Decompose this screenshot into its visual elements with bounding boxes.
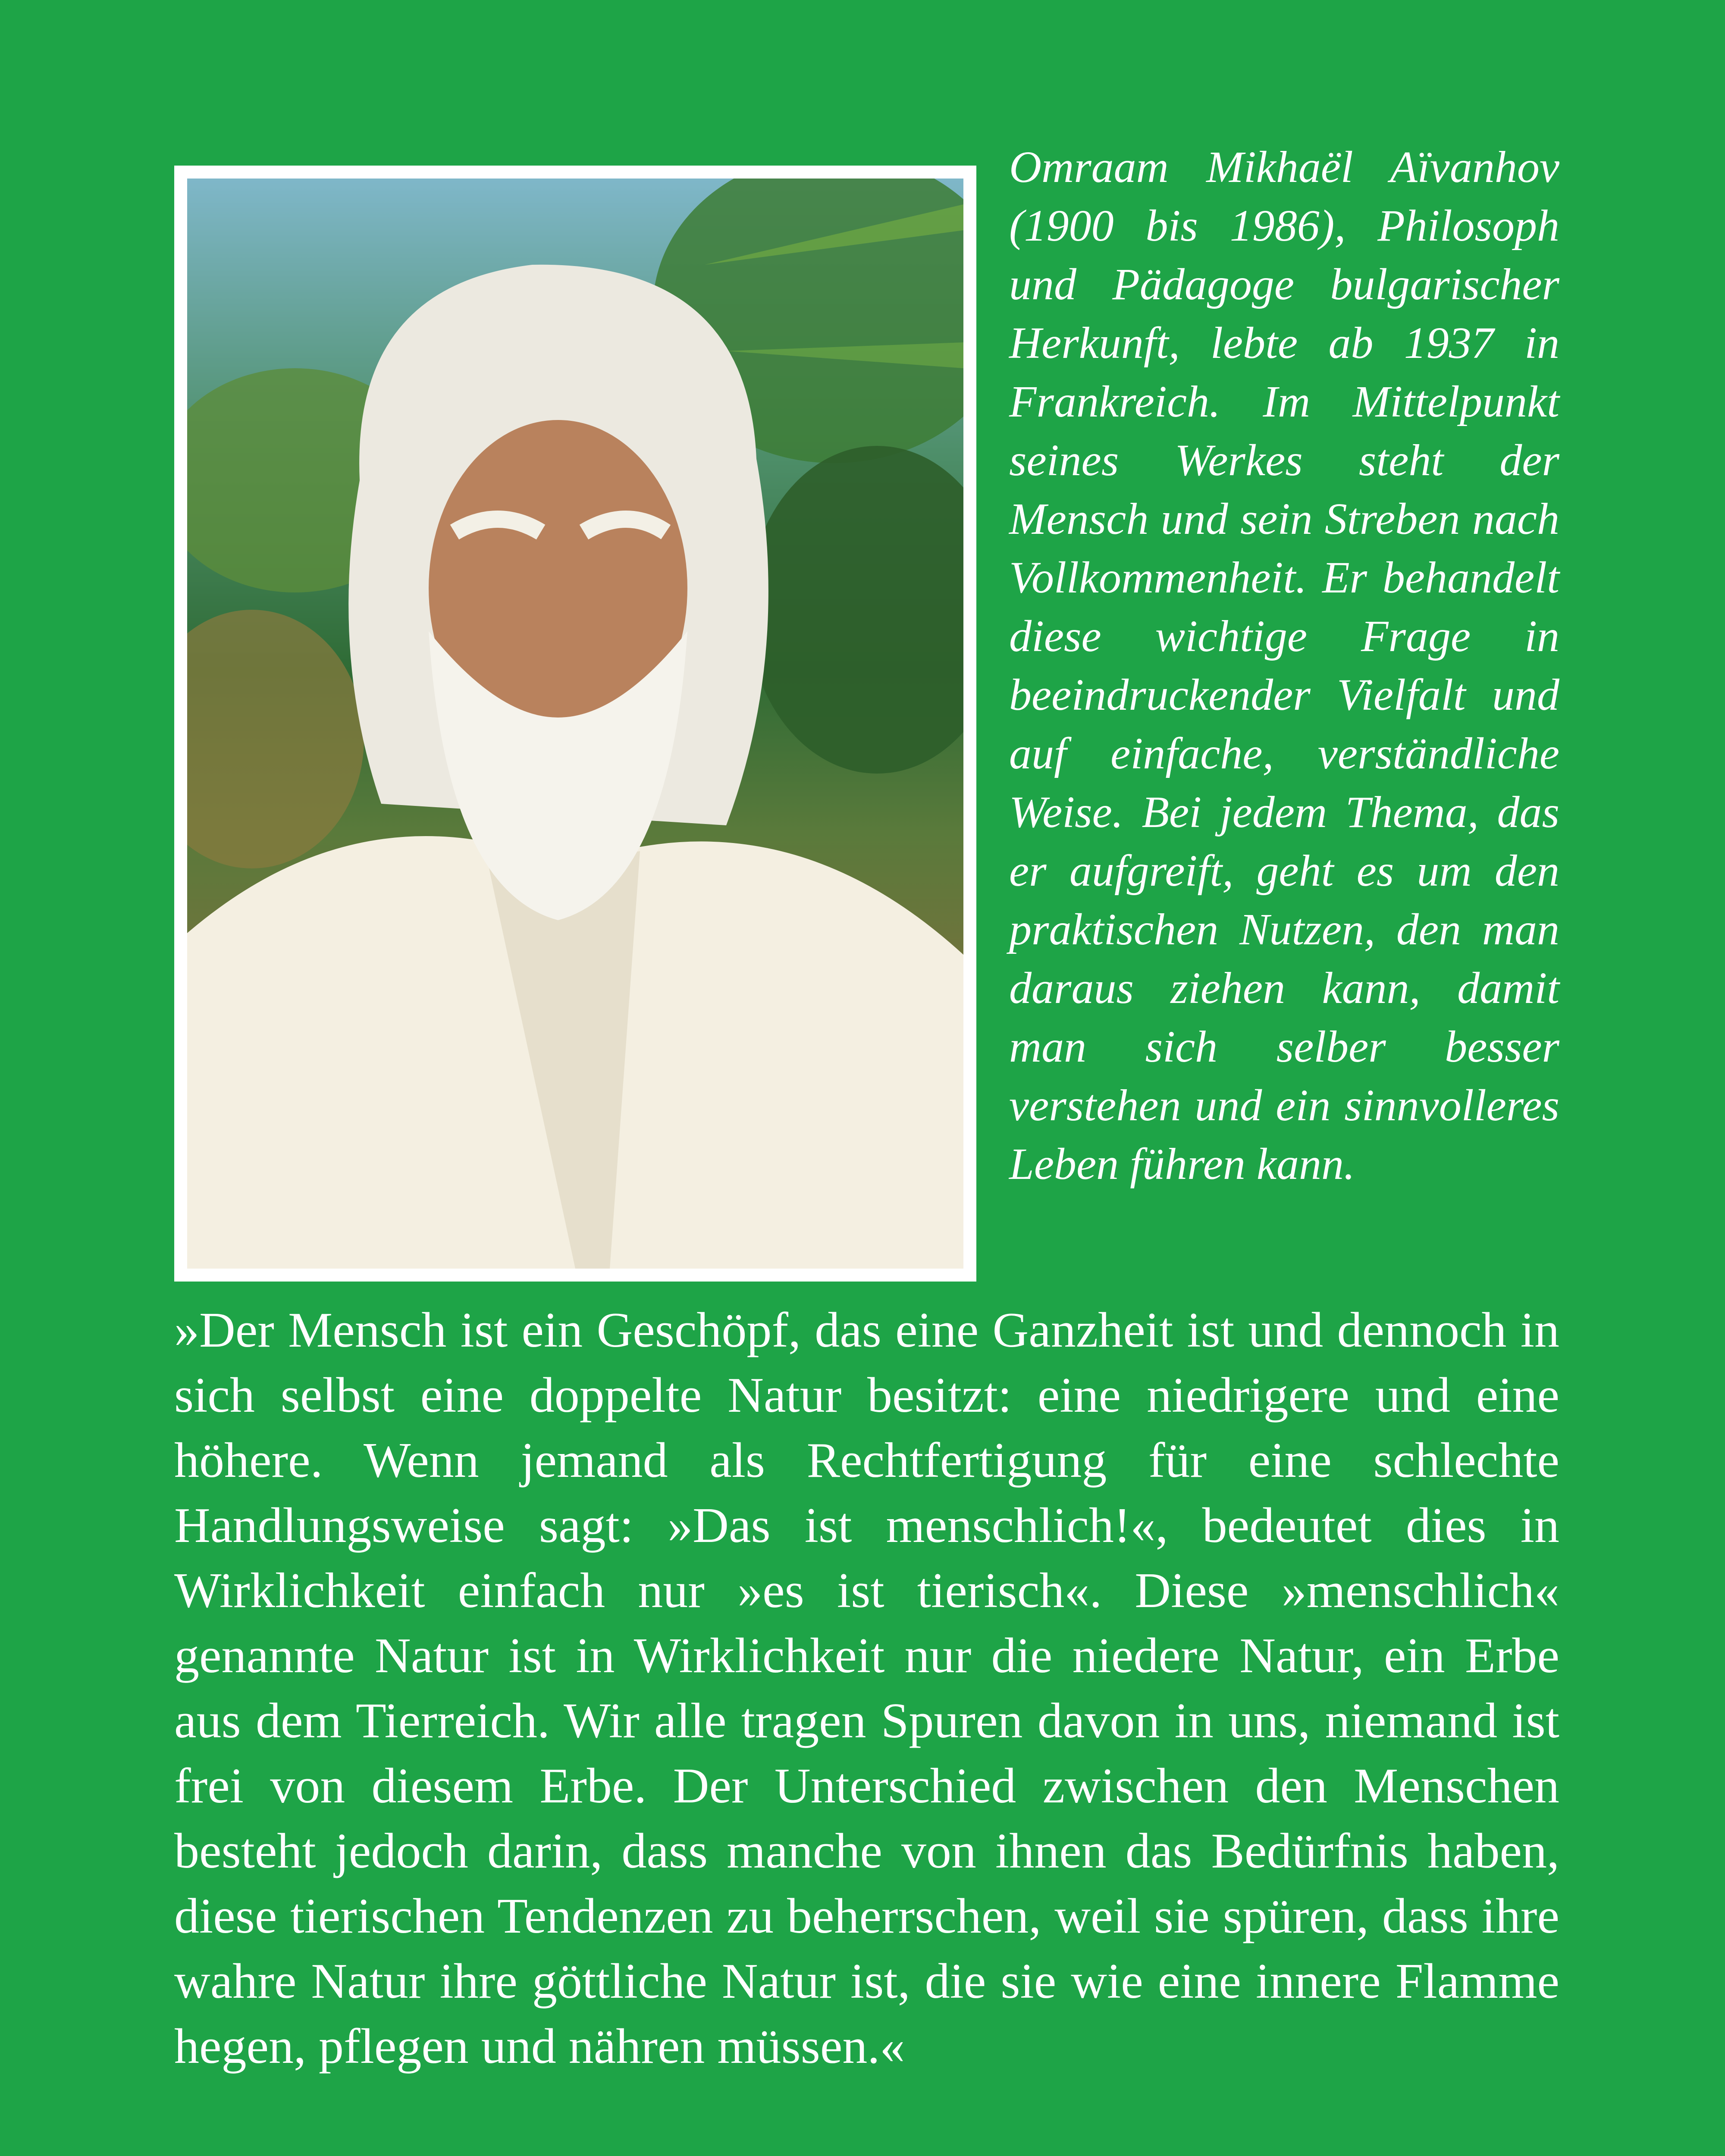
portrait-illustration [187,179,963,1269]
author-biography: Omraam Mikhaël Aïvanhov (1900 bis 1986), Philosoph und Pädagoge bulgarischer Herkunft, lebte ab 1937 in Frankreich. Im Mittelpunkt seines Werkes steht der Mensch und sein Streben nach Vollkommenheit. Er behandelt diese wichtige Frage in beeindruckender Vielfalt und auf einfache, verständliche Weise. Bei jedem Thema, das er aufgreift, geht es um den praktischen Nutzen, den man daraus ziehen kann, damit man sich selber besser verstehen und ein sinnvolleres Leben führen kann. [1009,142,1559,1189]
portrait-photo [187,179,963,1269]
author-portrait [174,166,976,1282]
author-quote: »Der Mensch ist ein Geschöpf, das eine Ganzheit ist und dennoch in sich selbst eine doppelte Natur besitzt: eine niedrigere und eine höhere. Wenn jemand als Rechtfertigung für eine schlechte Handlungsweise sagt: »Das ist menschlich!«, bedeutet dies in Wirklichkeit einfach nur »es ist tierisch«. Diese »menschlich« genannte Natur ist in Wirklichkeit nur die niedere Natur, ein Erbe aus dem Tierreich. Wir alle tragen Spuren davon in uns, niemand ist frei von diesem Erbe. Der Unterschied zwischen den Menschen besteht jedoch darin, dass manche von ihnen das Bedürfnis haben, diese tierischen Tendenzen zu beherrschen, weil sie spüren, dass ihre wahre Natur ihre göttliche Natur ist, die sie wie eine innere Flamme hegen, pflegen und nähren müssen.« [174,1303,1559,2074]
